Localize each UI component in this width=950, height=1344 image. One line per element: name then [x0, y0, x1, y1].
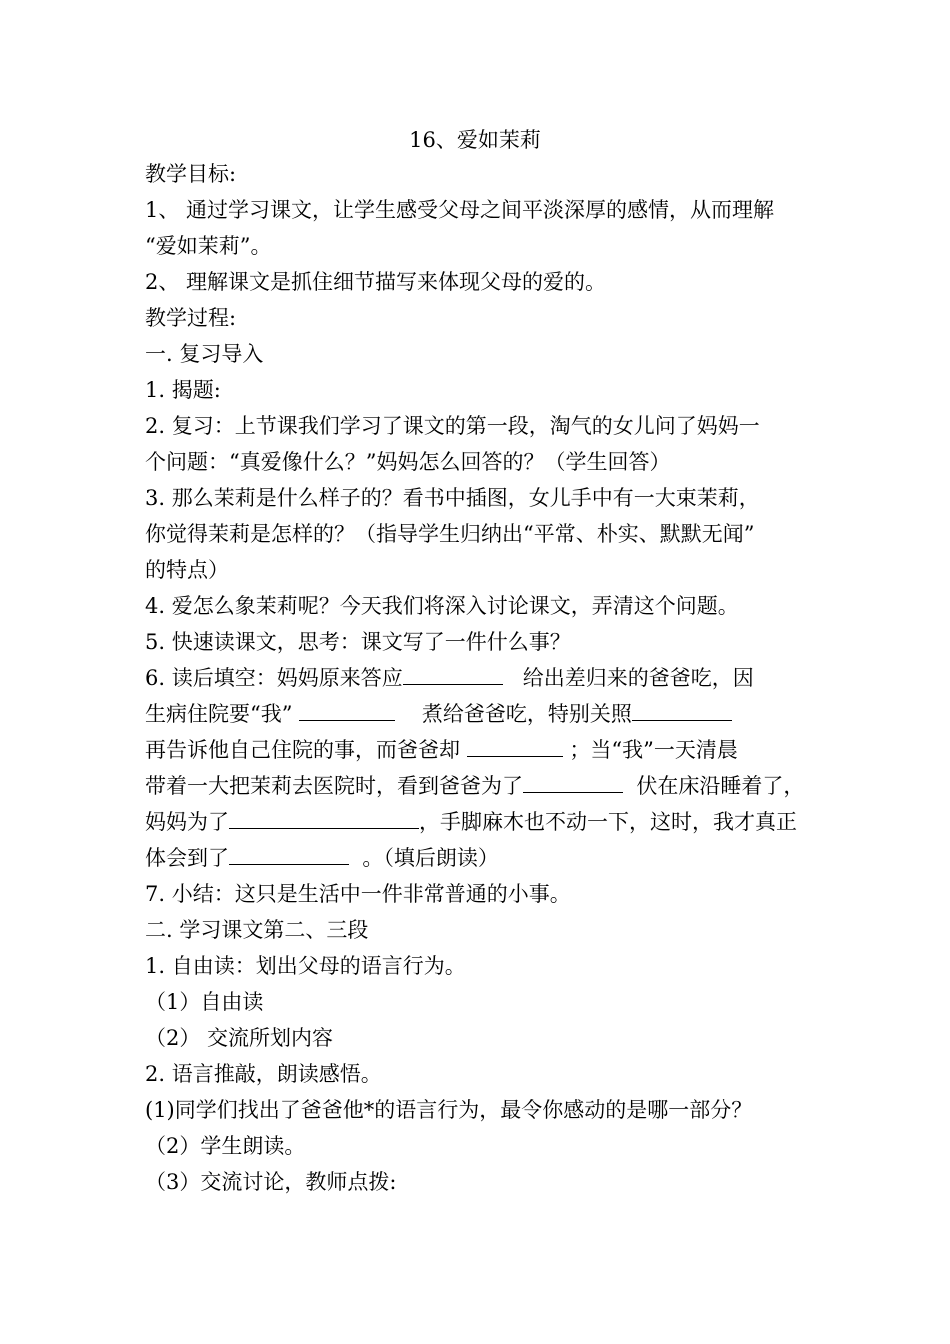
- fill-blank: [403, 664, 503, 685]
- fill-blank: [467, 736, 563, 757]
- fill-text: 伏在床沿睡着了，: [636, 774, 805, 798]
- objective-2: 2、 理解课文是抓住细节描写来体现父母的爱的。: [145, 270, 607, 294]
- fill-in-line-4: [145, 772, 804, 800]
- step-4: 4. 爱怎么象茉莉呢？今天我们将深入讨论课文，弄清这个问题。: [145, 594, 739, 618]
- step-2: 2. 复习：上节课我们学习了课文的第一段，淘气的女儿问了妈妈一: [145, 414, 760, 438]
- fill-text: 体会到了: [145, 846, 229, 870]
- fill-text: 再告诉他自己住院的事，而爸爸却: [145, 738, 460, 762]
- fill-in-line-6: [145, 844, 499, 872]
- part-2-step-2: 2. 语言推敲，朗读感悟。: [145, 1062, 382, 1086]
- fill-text: 给出差归来的爸爸吃，因: [522, 666, 754, 690]
- step-2-cont: 个问题：“真爱像什么？”妈妈怎么回答的？（学生回答）: [145, 450, 671, 474]
- step-3: 3. 那么茉莉是什么样子的？看书中插图，女儿手中有一大束茉莉，: [145, 486, 760, 510]
- step-3-cont-2: 的特点）: [145, 558, 229, 582]
- sub-step-2-1: (1)同学们找出了爸爸他*的语言行为，最令你感动的是哪一部分？: [145, 1098, 753, 1122]
- fill-blank: [299, 700, 395, 721]
- step-5: 5. 快速读课文，思考：课文写了一件什么事？: [145, 630, 571, 654]
- fill-blank: [523, 772, 623, 793]
- fill-text: ；当“我”一天清晨: [569, 738, 738, 762]
- fill-in-line-2: [145, 700, 732, 728]
- lesson-title: 16、爱如茉莉: [409, 128, 541, 152]
- part-2-heading: 二. 学习课文第二、三段: [145, 918, 369, 942]
- fill-in-line-1: [145, 664, 754, 692]
- step-7: 7. 小结：这只是生活中一件非常普通的小事。: [145, 882, 571, 906]
- fill-text: 6. 读后填空：妈妈原来答应: [145, 666, 403, 690]
- sub-step-2: （2） 交流所划内容: [145, 1026, 334, 1050]
- fill-text: ，手脚麻木也不动一下，这时，我才真正: [419, 810, 797, 834]
- objective-1: 1、 通过学习课文，让学生感受父母之间平淡深厚的感情，从而理解: [145, 198, 775, 222]
- section-heading-process: 教学过程:: [145, 306, 237, 330]
- objective-1-cont: “爱如茉莉”。: [145, 234, 272, 258]
- sub-step-1: （1）自由读: [145, 990, 264, 1014]
- fill-text: 带着一大把茉莉去医院时，看到爸爸为了: [145, 774, 523, 798]
- fill-text: 生病住院要“我”: [145, 702, 293, 726]
- part-1-heading: 一. 复习导入: [145, 342, 264, 366]
- sub-step-2-2: （2）学生朗读。: [145, 1134, 306, 1158]
- fill-blank: [229, 808, 419, 829]
- fill-text: 煮给爸爸吃，特别关照: [421, 702, 632, 726]
- section-heading-objectives: 教学目标:: [145, 162, 237, 186]
- sub-step-2-3: （3）交流讨论，教师点拨:: [145, 1170, 397, 1194]
- fill-in-line-3: [145, 736, 738, 764]
- fill-in-line-5: [145, 808, 797, 836]
- fill-text: 妈妈为了: [145, 810, 229, 834]
- fill-blank: [229, 844, 349, 865]
- step-3-cont: 你觉得茉莉是怎样的？（指导学生归纳出“平常、朴实、默默无闻”: [145, 522, 755, 546]
- step-1: 1. 揭题:: [145, 378, 221, 402]
- fill-blank: [632, 700, 732, 721]
- fill-text: 。（填后朗读）: [362, 846, 499, 870]
- part-2-step-1: 1. 自由读：划出父母的语言行为。: [145, 954, 466, 978]
